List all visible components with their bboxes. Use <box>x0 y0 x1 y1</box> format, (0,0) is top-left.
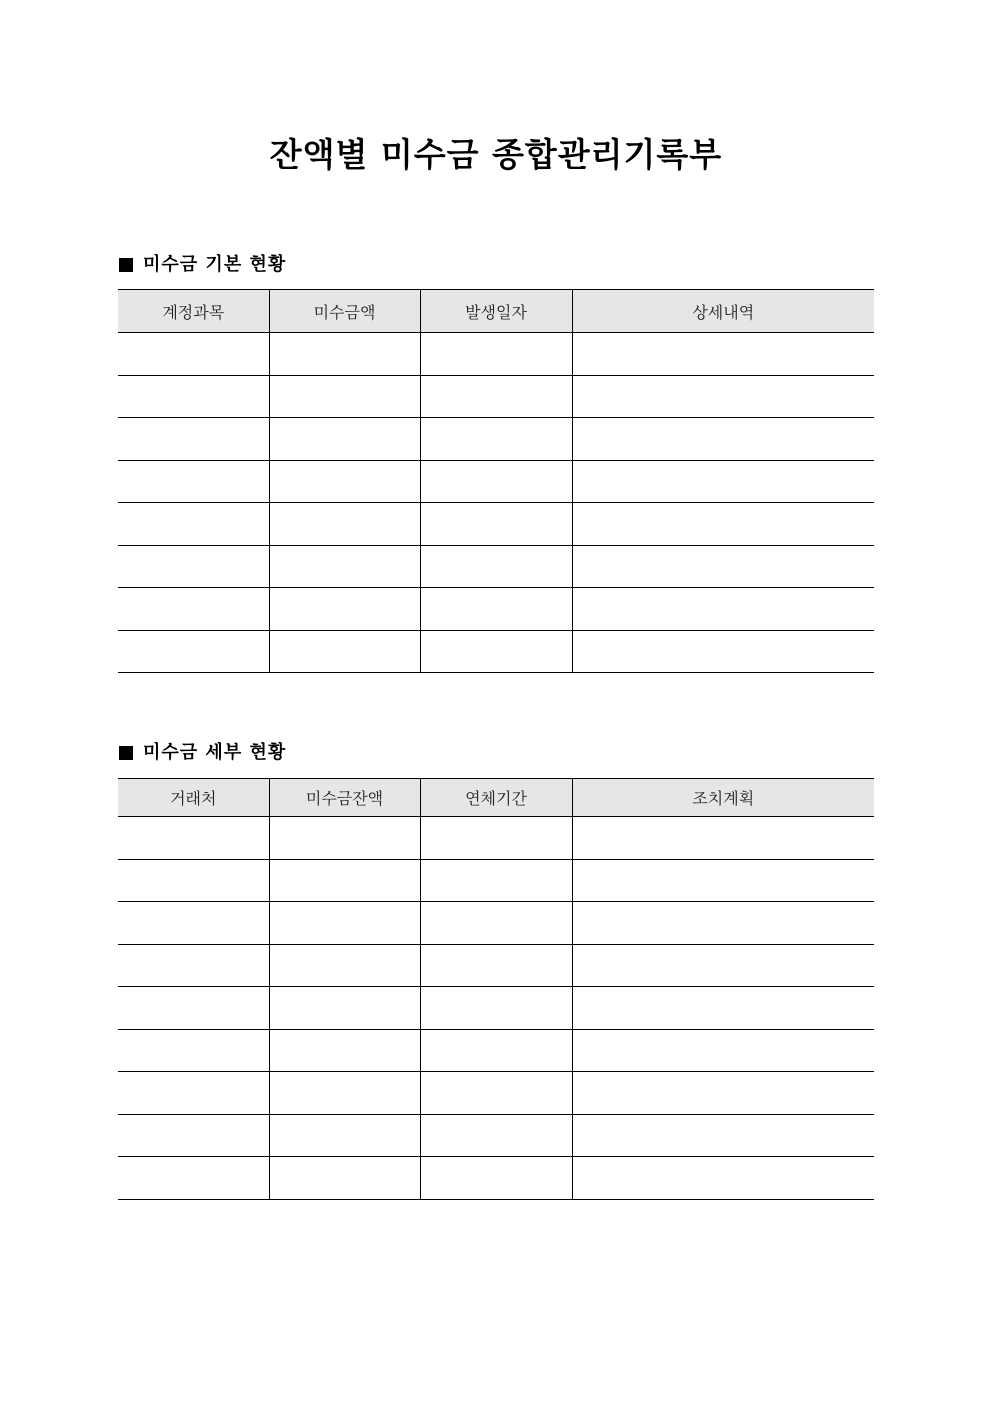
receivables-basic-table <box>118 289 874 673</box>
table-cell[interactable] <box>572 859 874 902</box>
column-header-overdue-period: 연체기간 <box>420 779 572 817</box>
table-row <box>118 333 874 376</box>
table-row <box>118 1114 874 1157</box>
table-row <box>118 817 874 860</box>
table-cell[interactable] <box>118 902 269 945</box>
table-header-row <box>118 290 874 333</box>
table-cell[interactable] <box>420 987 572 1030</box>
table-cell[interactable] <box>420 859 572 902</box>
section-heading-label: 미수금 기본 현황 <box>143 254 287 275</box>
table-cell[interactable] <box>118 545 269 588</box>
table-cell[interactable] <box>269 503 420 546</box>
table-cell[interactable] <box>572 987 874 1030</box>
table-row <box>118 375 874 418</box>
table-cell[interactable] <box>420 1029 572 1072</box>
section-heading-detail <box>119 741 286 765</box>
square-bullet-icon <box>119 746 133 760</box>
table-row <box>118 944 874 987</box>
table-cell[interactable] <box>572 503 874 546</box>
table-cell[interactable] <box>572 460 874 503</box>
table-cell[interactable] <box>420 333 572 376</box>
table-row <box>118 1072 874 1115</box>
table-cell[interactable] <box>118 375 269 418</box>
table-cell[interactable] <box>118 418 269 461</box>
table-cell[interactable] <box>118 503 269 546</box>
table-cell[interactable] <box>118 588 269 631</box>
table-cell[interactable] <box>572 588 874 631</box>
table-cell[interactable] <box>420 375 572 418</box>
table-cell[interactable] <box>269 859 420 902</box>
table-cell[interactable] <box>269 987 420 1030</box>
section-heading-basic <box>119 253 286 277</box>
table-cell[interactable] <box>118 859 269 902</box>
table-cell[interactable] <box>269 1157 420 1200</box>
column-header-client: 거래처 <box>118 779 269 817</box>
column-header-date: 발생일자 <box>420 290 572 333</box>
table-cell[interactable] <box>269 460 420 503</box>
table-cell[interactable] <box>420 418 572 461</box>
table-row <box>118 545 874 588</box>
table-cell[interactable] <box>572 817 874 860</box>
table-cell[interactable] <box>572 902 874 945</box>
table-cell[interactable] <box>420 588 572 631</box>
table-cell[interactable] <box>269 1029 420 1072</box>
table-cell[interactable] <box>118 987 269 1030</box>
table-cell[interactable] <box>420 944 572 987</box>
table-header-row <box>118 779 874 817</box>
column-header-action-plan: 조치계획 <box>572 779 874 817</box>
table-cell[interactable] <box>420 1072 572 1115</box>
table-cell[interactable] <box>572 418 874 461</box>
table-cell[interactable] <box>572 333 874 376</box>
table-cell[interactable] <box>420 1114 572 1157</box>
table-cell[interactable] <box>572 1072 874 1115</box>
table-cell[interactable] <box>118 944 269 987</box>
column-header-details: 상세내역 <box>572 290 874 333</box>
receivables-detail-table <box>118 778 874 1200</box>
table-cell[interactable] <box>118 333 269 376</box>
table-cell[interactable] <box>118 460 269 503</box>
table-cell[interactable] <box>420 817 572 860</box>
table-row <box>118 588 874 631</box>
table-cell[interactable] <box>420 545 572 588</box>
table-row <box>118 859 874 902</box>
table-cell[interactable] <box>118 1072 269 1115</box>
column-header-account: 계정과목 <box>118 290 269 333</box>
table-cell[interactable] <box>269 817 420 860</box>
table-cell[interactable] <box>420 1157 572 1200</box>
table-cell[interactable] <box>572 545 874 588</box>
table-cell[interactable] <box>118 1114 269 1157</box>
table-row <box>118 902 874 945</box>
table-row <box>118 460 874 503</box>
table-cell[interactable] <box>269 1072 420 1115</box>
table-cell[interactable] <box>269 333 420 376</box>
table-row <box>118 630 874 673</box>
column-header-balance: 미수금잔액 <box>269 779 420 817</box>
square-bullet-icon <box>119 258 133 272</box>
table-cell[interactable] <box>269 1114 420 1157</box>
table-row <box>118 1157 874 1200</box>
table-cell[interactable] <box>269 375 420 418</box>
column-header-amount: 미수금액 <box>269 290 420 333</box>
table-cell[interactable] <box>269 902 420 945</box>
document-title: 잔액별 미수금 종합관리기록부 <box>269 135 723 174</box>
table-cell[interactable] <box>420 902 572 945</box>
table-row <box>118 1029 874 1072</box>
table-body <box>118 333 874 673</box>
table-cell[interactable] <box>118 817 269 860</box>
table-cell[interactable] <box>269 944 420 987</box>
table-cell[interactable] <box>269 545 420 588</box>
table-row <box>118 418 874 461</box>
table-cell[interactable] <box>572 375 874 418</box>
table-cell[interactable] <box>572 1114 874 1157</box>
table-cell[interactable] <box>420 503 572 546</box>
table-cell[interactable] <box>572 1029 874 1072</box>
table-cell[interactable] <box>269 630 420 673</box>
table-body <box>118 817 874 1200</box>
table-cell[interactable] <box>118 1029 269 1072</box>
table-cell[interactable] <box>118 630 269 673</box>
table-cell[interactable] <box>572 630 874 673</box>
table-cell[interactable] <box>420 630 572 673</box>
table-cell[interactable] <box>572 944 874 987</box>
table-cell[interactable] <box>269 588 420 631</box>
table-cell[interactable] <box>118 1157 269 1200</box>
table-row <box>118 503 874 546</box>
table-cell[interactable] <box>269 418 420 461</box>
table-cell[interactable] <box>420 460 572 503</box>
table-row <box>118 987 874 1030</box>
table-cell[interactable] <box>572 1157 874 1200</box>
section-heading-label: 미수금 세부 현황 <box>143 742 287 763</box>
